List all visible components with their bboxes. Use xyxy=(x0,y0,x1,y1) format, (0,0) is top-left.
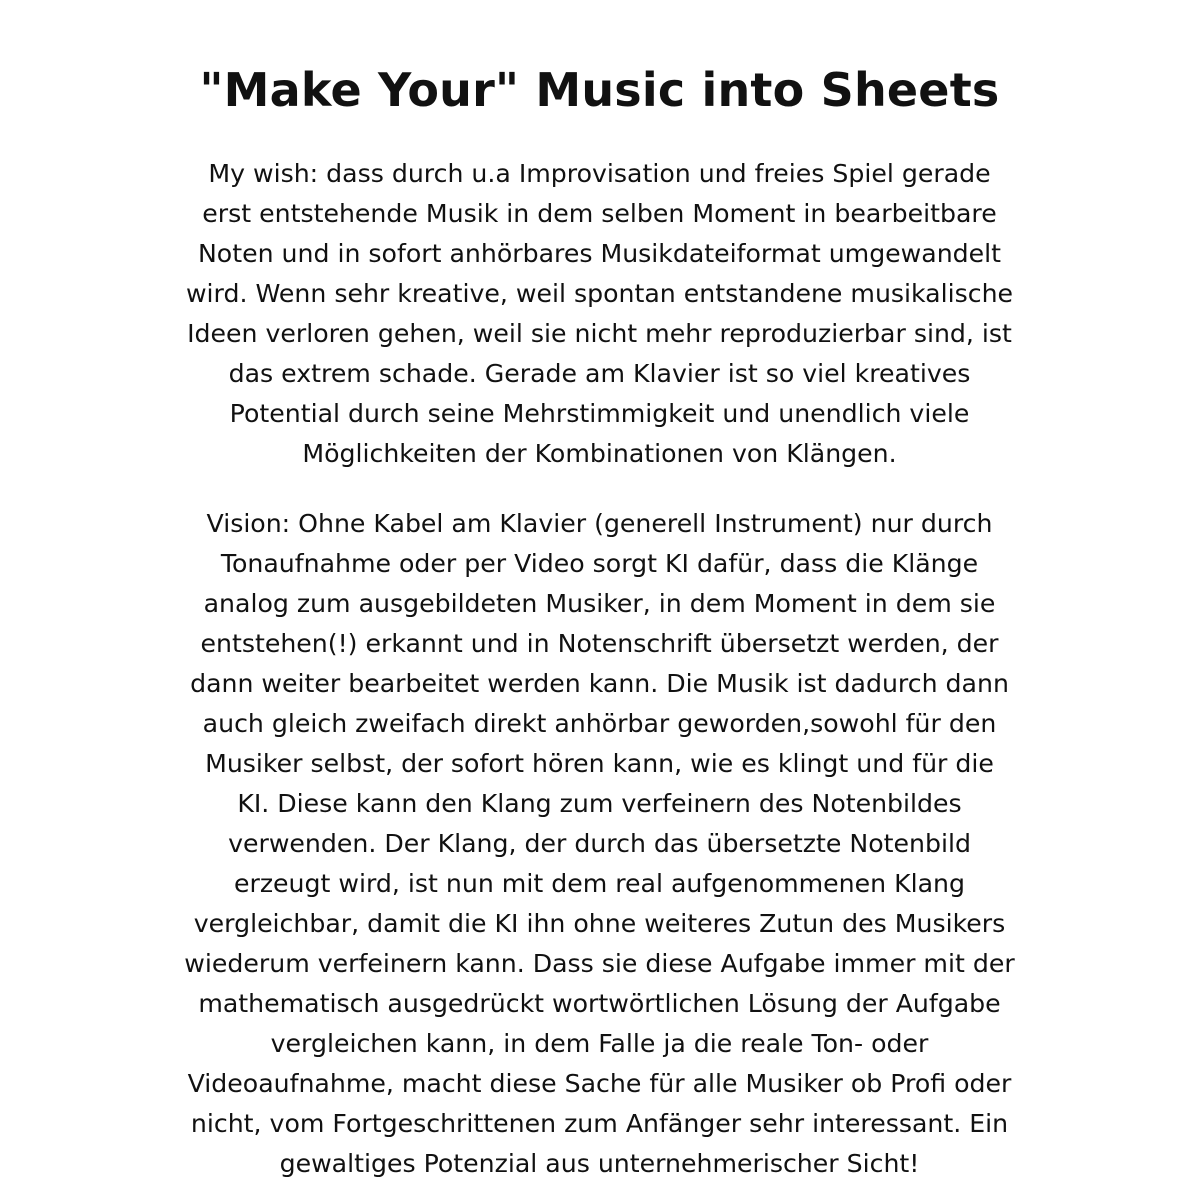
vision-line: erzeugt wird, ist nun mit dem real aufgenommenen Klang xyxy=(233,869,965,898)
wish-line: wird. Wenn sehr kreative, weil spontan entstandene musikalische xyxy=(185,279,1014,308)
vision-line: Videoaufnahme, macht diese Sache für alle Musiker ob Profi oder xyxy=(187,1069,1012,1098)
vision-line: verwenden. Der Klang, der durch das übersetzte Notenbild xyxy=(228,829,971,858)
vision-line: auch gleich zweifach direkt anhörbar geworden,sowohl für den xyxy=(202,709,997,738)
vision-line: mathematisch ausgedrückt wortwörtlichen Lösung der Aufgabe xyxy=(198,989,1001,1018)
vision-line: KI. Diese kann den Klang zum verfeinern des Notenbildes xyxy=(237,789,962,818)
vision-line: vergleichen kann, in dem Falle ja die reale Ton- oder xyxy=(270,1029,929,1058)
wish-line: Noten und in sofort anhörbares Musikdateiformat umgewandelt xyxy=(197,239,1002,268)
vision-line: nicht, vom Fortgeschrittenen zum Anfänger sehr interessant. Ein xyxy=(190,1109,1009,1138)
vision-line: Musiker selbst, der sofort hören kann, wie es klingt und für die xyxy=(205,749,994,778)
wish-line: My wish: dass durch u.a Improvisation und freies Spiel gerade xyxy=(208,159,991,188)
vision-line: entstehen(!) erkannt und in Notenschrift übersetzt werden, der xyxy=(200,629,999,658)
wish-line: erst entstehende Musik in dem selben Moment in bearbeitbare xyxy=(202,199,997,228)
wish-line: Möglichkeiten der Kombinationen von Klängen. xyxy=(302,439,897,468)
vision-line: wiederum verfeinern kann. Dass sie diese Aufgabe immer mit der xyxy=(184,949,1015,978)
wish-line: Ideen verloren gehen, weil sie nicht mehr reproduzierbar sind, ist xyxy=(187,319,1012,348)
vision-line: gewaltiges Potenzial aus unternehmerischer Sicht! xyxy=(279,1149,920,1178)
vision-line: dann weiter bearbeitet werden kann. Die Musik ist dadurch dann xyxy=(190,669,1009,698)
vision-line: Vision: Ohne Kabel am Klavier (generell Instrument) nur durch xyxy=(206,509,993,538)
vision-line: vergleichbar, damit die KI ihn ohne weiteres Zutun des Musikers xyxy=(193,909,1006,938)
vision-paragraph xyxy=(160,504,1040,1184)
wish-line: Potential durch seine Mehrstimmigkeit und unendlich viele xyxy=(229,399,970,428)
vision-line: analog zum ausgebildeten Musiker, in dem Moment in dem sie xyxy=(203,589,996,618)
vision-line: Tonaufnahme oder per Video sorgt KI dafür, dass die Klänge xyxy=(220,549,979,578)
wish-paragraph xyxy=(160,154,1040,474)
page-title: "Make Your" Music into Sheets xyxy=(199,63,1000,117)
wish-line: das extrem schade. Gerade am Klavier ist so viel kreatives xyxy=(228,359,971,388)
